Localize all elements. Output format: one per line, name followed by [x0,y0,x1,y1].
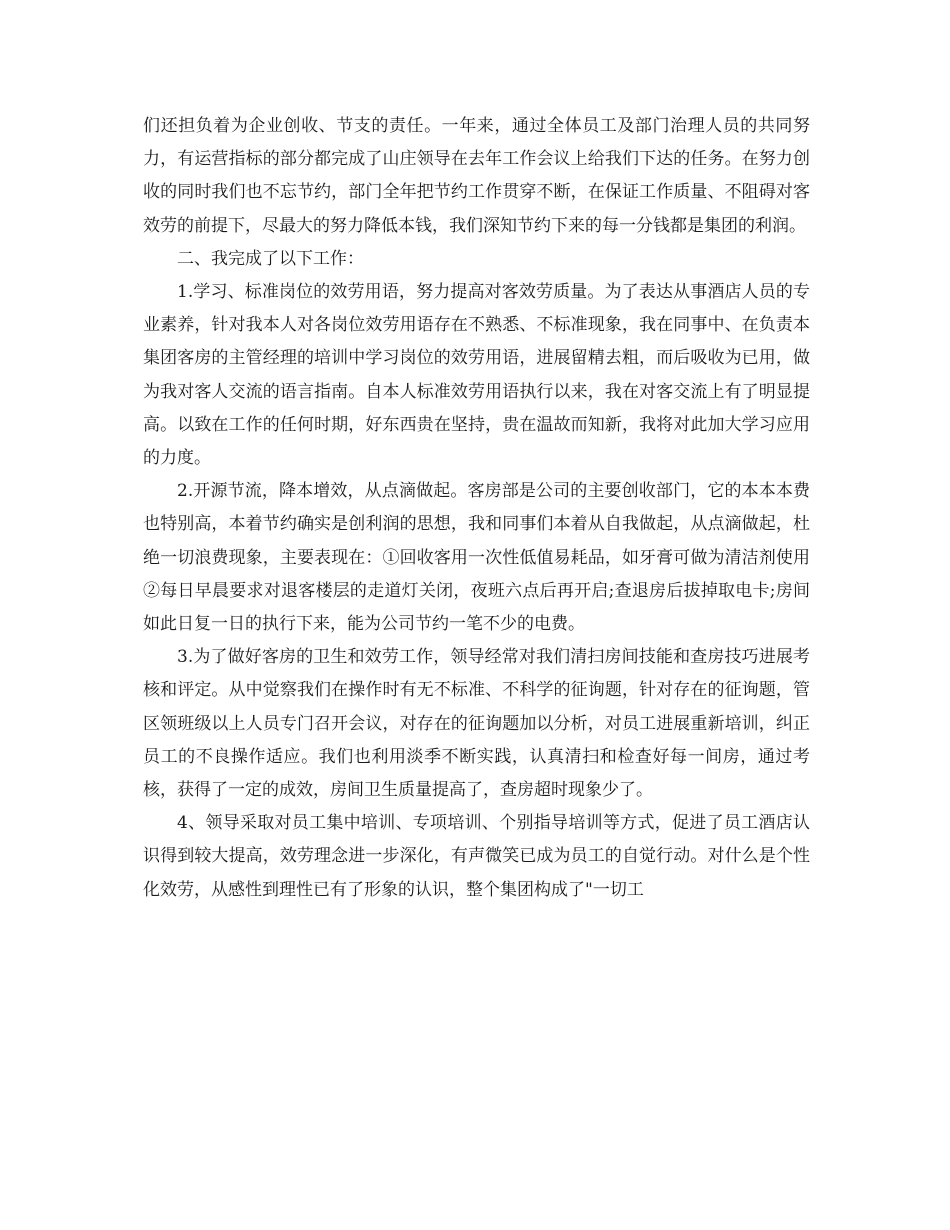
paragraph-item-1: 1.学习、标准岗位的效劳用语，努力提高对客效劳质量。为了表达从事酒店人员的专业素养，针对我本人对各岗位效劳用语存在不熟悉、不标准现象，我在同事中、在负责本集团客房的主管经理的培训中学习岗位的效劳用语，进展留精去粗，而后吸收为已用，做为我对客人交流的语言指南。自本人标准效劳用语执行以来，我在对客交流上有了明显提高。以致在工作的任何时期，好东西贵在坚持，贵在温故而知新，我将对此加大学习应用的力度。 [143,282,810,469]
section-heading: 二、我完成了以下工作： [177,248,364,269]
paragraph-item-4: 4、领导采取对员工集中培训、专项培训、个别指导培训等方式，促进了员工酒店认识得到较大提高，效劳理念进一步深化，有声微笑已成为员工的自觉行动。对什么是个性化效劳，从感性到理性已有了形象的认识，整个集团构成了"一切工 [143,813,810,900]
paragraph-item-2: 2.开源节流，降本增效，从点滴做起。客房部是公司的主要创收部门，它的本本本费也特别高，本着节约确实是创利润的思想，我和同事们本着从自我做起，从点滴做起，杜绝一切浪费现象，主要表现在：①回收客用一次性低值易耗品，如牙膏可做为清洁剂使用②每日早晨要求对退客楼层的走道灯关闭，夜班六点后再开启;查退房后拔掉取电卡;房间如此日复一日的执行下来，能为公司节约一笔不少的电费。 [143,481,810,635]
paragraph-item-3: 3.为了做好客房的卫生和效劳工作，领导经常对我们清扫房间技能和查房技巧进展考核和评定。从中觉察我们在操作时有无不标准、不科学的征询题，针对存在的征询题，管区领班级以上人员专门召开会议，对存在的征询题加以分析，对员工进展重新培训，纠正员工的不良操作适应。我们也利用淡季不断实践，认真清扫和检查好每一间房，通过考核，获得了一定的成效，房间卫生质量提高了，查房超时现象少了。 [143,647,810,801]
paragraph-intro: 们还担负着为企业创收、节支的责任。一年来，通过全体员工及部门治理人员的共同努力，有运营指标的部分都完成了山庄领导在去年工作会议上给我们下达的任务。在努力创收的同时我们也不忘节约，部门全年把节约工作贯穿不断，在保证工作质量、不阻碍对客效劳的前提下，尽最大的努力降低本钱，我们深知节约下来的每一分钱都是集团的利润。 [143,116,810,236]
